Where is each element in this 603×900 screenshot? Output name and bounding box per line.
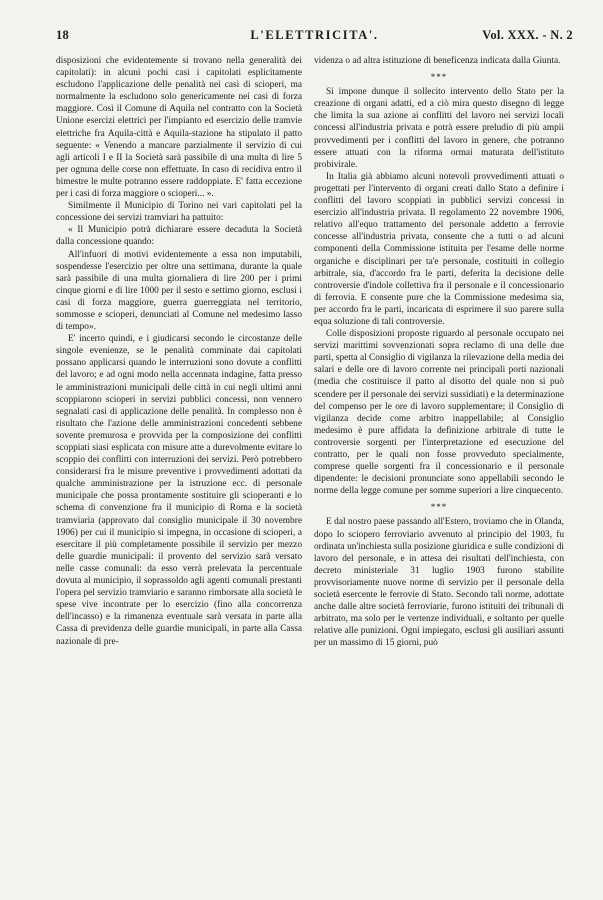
paragraph: Similmente il Municipio di Torino nei vari capitolati pel la concessione dei servizi tramviari ha pattuito: (56, 201, 302, 224)
paragraph: In Italia già abbiamo alcuni notevoli provvedimenti attuati o progettati per l'intervento di organi creati dallo Stato a definire i conflitti del lavoro scoppiati in pubblici servizi concessi in esercizio all'industria privata. Il regolamento 22 novembre 1906, relativo all'equo trattamento del personale addetto a ferrovie concesse all'industria privata, consente che a tutti o ad alcuni componenti della Commissione istituita per l'esame delle norme organiche e disciplinari per ta'e personale, costituiti in collegio arbitrale, sia, d'accordo fra le parti, deferita la decisione delle controversie d'indole collettiva fra il personale e il concessionario di ferrovia. E consente pure che la Commissione medesima sia, per accordo fra le parti, incaricata di esprimere il suo parere sulla equa soluzione di tali controversie. (314, 171, 564, 327)
page-number: 18 (56, 28, 70, 42)
right-column (314, 55, 564, 890)
paragraph-continued: videnza o ad altra istituzione di beneficenza indicata dalla Giunta. (314, 56, 561, 66)
section-separator: *** (430, 72, 448, 83)
section-separator: *** (430, 502, 448, 513)
paragraph: E' incerto quindi, e i giudicarsi secondo le circostanze delle singole evenienze, se le penalità comminate dai capitolati possano applicarsi quando le interruzioni sono dovute a conflitti del lavoro; e ad ogni modo nella accennata indagine, fatta presso le amministrazioni municipali delle città in cui negli ultimi anni scoppiarono scioperi in servizi pubblici concessi, non vennero segnalati casi di applicazione delle penalità. In complesso non è risultato che l'azione delle amministrazioni concedenti sebbene sovente premurosa e provvida per la composizione dei conflitti scoppiati siasi esplicata con misure atte a durevolmente evitare lo scoppio dei conflitti con interruzioni dei servizi. Però potrebbero considerarsi fra le misure preventive i provvedimenti adottati da qualche amministrazione per la istruzione ecc. di personale municipale che possa prontamente sostituire gli scioperanti e lo schema di convenzione fra il municipio di Roma e la società tramviaria (approvato dal consiglio municipale il 30 novembre 1906) per cui il municipio si impegna, in occasione di scioperi, a esercitare il più completamente possibile il servizio per mezzo delle guardie municipali: il provento del servizio sarà versato nelle casse comunali: da esso verrà prelevata la percentuale dovuta al municipio, il soprassoldo agli agenti comunali prestanti l'opera pel servizio tramviario e saranno rimborsate alla società le spese vive incontrate per lo esercizio (fino alla concorrenza dell'incasso) e la rimanenza eventuale sarà versata in parte alla Cassa di previdenza delle guardie municipali, in parte alla Cassa nazionale di pre- (56, 334, 302, 647)
journal-title: L'ELETTRICITA'. (250, 28, 379, 42)
paragraph-continued: disposizioni che evidentemente si trovano nella generalità dei capitolati): in alcuni pochi casi i capitolati esplicitamente escludono l'applicazione delle penalità nei casi di scioperi, ma normalmente la escludono solo genericamente nei casi di forza maggiore. Così il Comune di Aquila nel contratto con la Società Unione esercizi elettrici per l'impianto ed esercizio delle tramvie elettriche fra Aquila-città e Aquila-stazione ha stipulato il patto seguente: « Venendo a mancare parzialmente il servizio di cui agli articoli I e II la Società sarà passibile di una multa di lire 5 per ognuna delle corse non effettuate. In caso di recidiva entro il bimestre le multe potranno essere raddoppiate. E' fatta eccezione per i casi di forza maggiore o scioperi... ». (56, 56, 302, 200)
paragraph: Colle disposizioni proposte riguardo al personale occupato nei servizi marittimi sovvenzionati sopra reclamo di una delle due parti, spetta al Consiglio di vigilanza la rilevazione della media dei salari e delle ore di lavoro corrente nei principali porti nazionali (media che costituisce il patto al disotto del quale non si può scendere per il personale dei servizi sussidiati) e la determinazione del compenso per le ore di lavoro supplementare; il Consiglio di vigilanza decide come arbitro inappellabile; al Consiglio medesimo è pure affidata la definizione arbitrale di tutte le controversie sorgenti per l'interpretazione ed esecuzione del contratto, per le quali non fosse provveduto specialmente, comprese quelle sorgenti fra il concessionario e il personale dipendente: le decisioni pronunciate sono appellabili secondo le norme della legge comune per somme superiori a lire cinquecento. (314, 329, 564, 497)
quoted-paragraph: « Il Municipio potrà dichiarare essere decaduta la Società dalla concessione quando: (56, 225, 302, 248)
page-header (56, 28, 573, 48)
left-column (56, 55, 302, 890)
paragraph: Si impone dunque il sollecito intervento dello Stato per la creazione di organi adatti, ed a ciò mira questo disegno di legge che limita la sua azione ai conflitti del lavoro nei servizi locali concessi all'industria privata e potrà essere preludio di più ampii provvedimenti per i conflitti del lavoro in genere, che potranno essere attuati con la riforma ormai maturata dell'istituto probivirale. (314, 87, 564, 170)
quoted-paragraph: All'infuori di motivi evidentemente a essa non imputabili, sospendesse l'esercizio per oltre una settimana, durante la quale sarà passibile di una multa giornaliera di lire 200 per i primi cinque giorni e di lire 1000 per il sesto e settimo giorno, esclusi i casi di forza maggiore, guerra guerreggiata nel territorio, sommosse e scioperi, denunciati al Comune nel medesimo lasso di tempo». (56, 249, 302, 333)
paragraph: E dal nostro paese passando all'Estero, troviamo che in Olanda, dopo lo sciopero ferroviario avvenuto al principio del 1903, fu ordinata un'inchiesta sulla posizione giuridica e sulle condizioni di lavoro del personale, e in attesa dei risultati dell'inchiesta, con decreto ministeriale 31 luglio 1903 furono stabilite provvisoriamente nuove norme di servizio per il personale della società esercente le ferrovie di Stato. Secondo tali norme, adottate anche dalle altre società ferroviarie, furono istituiti dei tribunali di arbitrato, ma solo per le vertenze individuali, e soltanto per quelle relative alle punizioni. Ogni impiegato, esclusi gli ausiliari assunti per un massimo di 15 giorni, può (314, 517, 564, 649)
volume-issue: Vol. XXX. - N. 2 (482, 28, 573, 42)
